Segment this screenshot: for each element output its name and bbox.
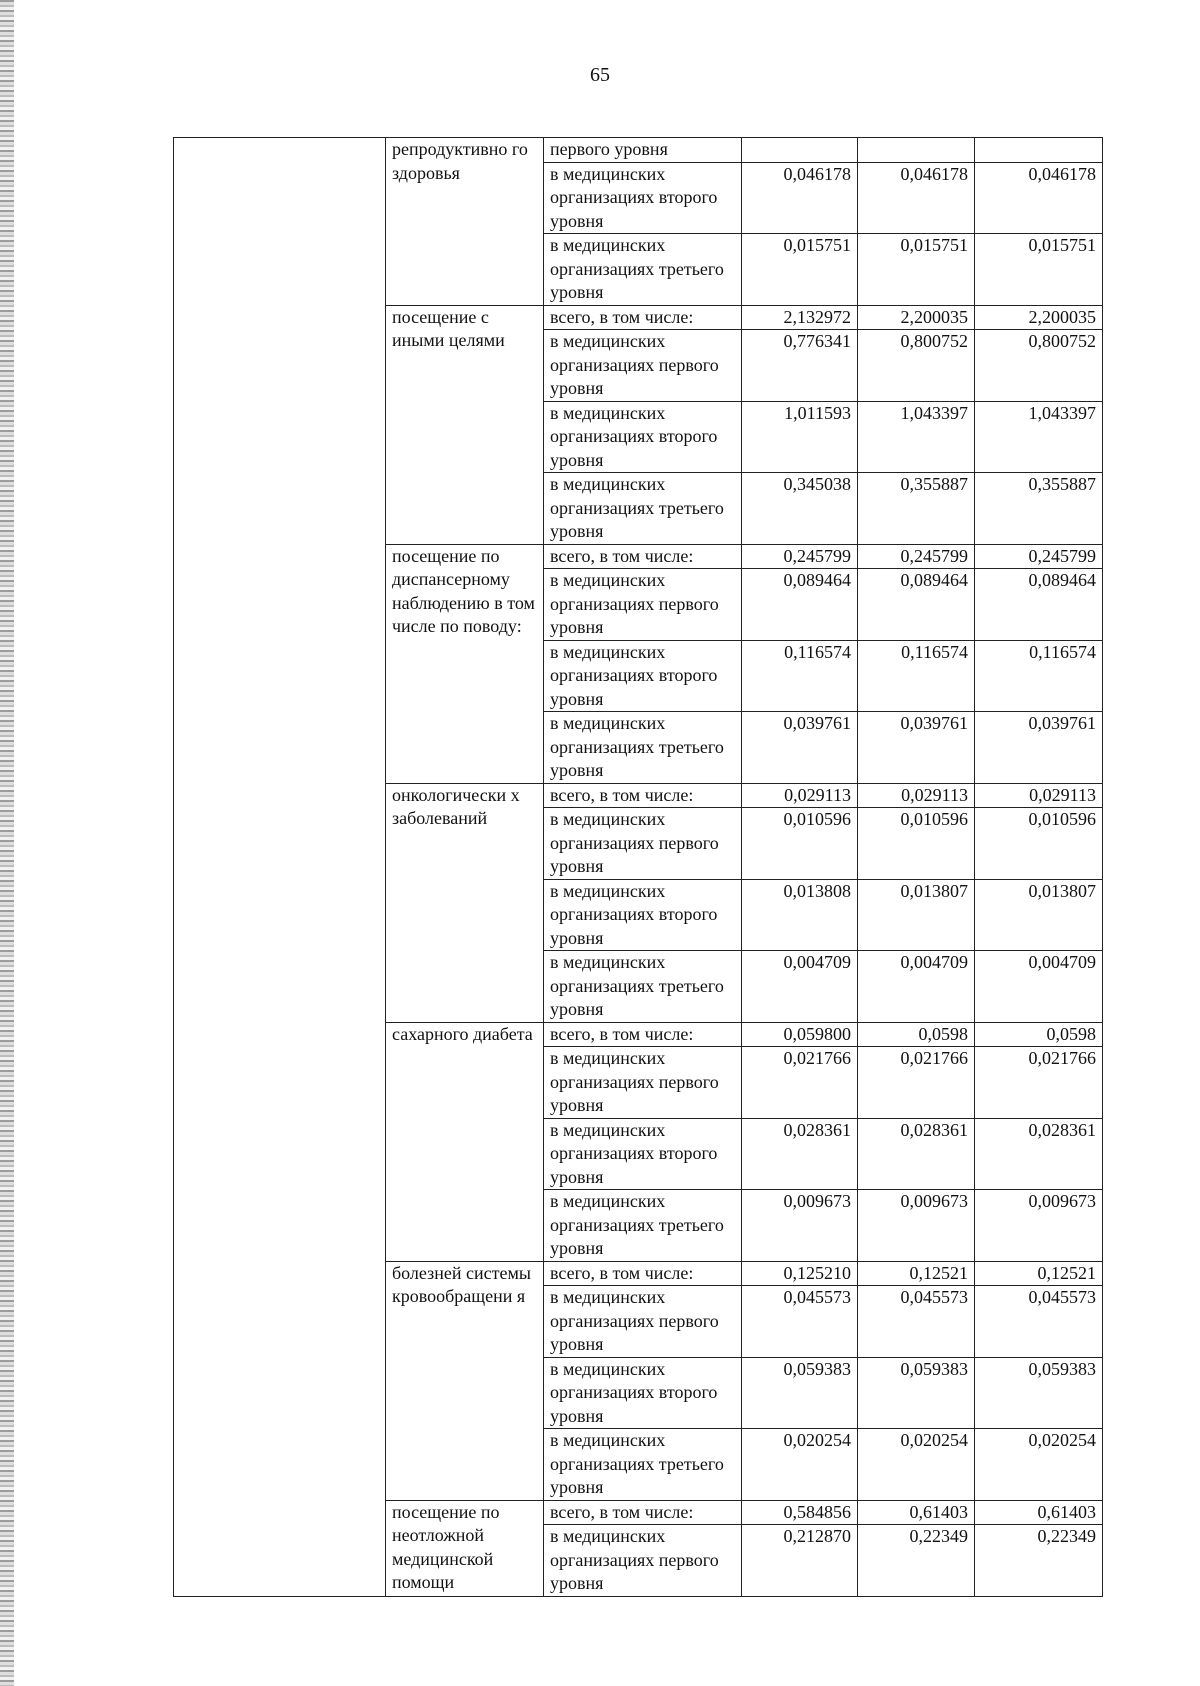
- value-cell-2: 0,045573: [858, 1286, 975, 1358]
- row-description-cell: [544, 1500, 742, 1525]
- value-cell-1: 0,039761: [742, 712, 858, 784]
- row-description-cell: [544, 544, 742, 569]
- value-cell-2: 0,010596: [858, 808, 975, 880]
- row-description-cell: [544, 879, 742, 951]
- value-cell-3: 0,059383: [975, 1357, 1103, 1429]
- value-cell-2: 0,059383: [858, 1357, 975, 1429]
- row-description-text: в медицинских организациях третьего уровня: [550, 235, 724, 302]
- row-description-cell: [544, 138, 742, 163]
- row-description-cell: [544, 1429, 742, 1501]
- document-table: [173, 137, 1103, 1597]
- row-description-text: в медицинских организациях второго уровня: [550, 1358, 718, 1426]
- empty-first-column-cell: [174, 138, 386, 1597]
- row-description-text: всего, в том числе:: [550, 784, 694, 805]
- value-cell-2: 0,020254: [858, 1429, 975, 1501]
- value-cell-2: 0,039761: [858, 712, 975, 784]
- row-description-cell: [544, 1047, 742, 1119]
- row-description-text: в медицинских организациях первого уровня: [550, 1287, 719, 1354]
- value-cell-3: 2,200035: [975, 305, 1103, 330]
- value-cell-1: 0,245799: [742, 544, 858, 569]
- value-cell-2: 0,800752: [858, 330, 975, 402]
- value-cell-3: 0,046178: [975, 162, 1103, 234]
- value-cell-1: 0,004709: [742, 951, 858, 1023]
- value-cell-1: 1,011593: [742, 401, 858, 473]
- row-description-text: в медицинских организациях третьего уровня: [550, 952, 724, 1019]
- value-cell-3: [975, 138, 1103, 163]
- value-cell-2: 0,0598: [858, 1022, 975, 1047]
- value-cell-2: 0,009673: [858, 1190, 975, 1262]
- row-description-cell: [544, 1286, 742, 1358]
- row-description-cell: [544, 951, 742, 1023]
- value-cell-1: 0,584856: [742, 1500, 858, 1525]
- value-cell-1: 0,009673: [742, 1190, 858, 1262]
- value-cell-2: [858, 138, 975, 163]
- value-cell-2: 0,046178: [858, 162, 975, 234]
- value-cell-2: 0,12521: [858, 1261, 975, 1286]
- value-cell-3: 0,0598: [975, 1022, 1103, 1047]
- value-cell-2: 0,004709: [858, 951, 975, 1023]
- row-description-text: в медицинских организациях третьего уровня: [550, 713, 724, 780]
- value-cell-3: 0,021766: [975, 1047, 1103, 1119]
- value-cell-3: 0,020254: [975, 1429, 1103, 1501]
- row-description-cell: [544, 640, 742, 712]
- row-description-text: в медицинских организациях второго уровня: [550, 641, 718, 709]
- section-label-cell: посещение по диспансерному наблюдению в том числе по поводу:: [386, 544, 544, 783]
- row-description-text: в медицинских организациях первого уровня: [550, 809, 719, 876]
- value-cell-1: 0,028361: [742, 1118, 858, 1190]
- value-cell-2: 0,028361: [858, 1118, 975, 1190]
- value-cell-2: 0,116574: [858, 640, 975, 712]
- value-cell-3: 0,12521: [975, 1261, 1103, 1286]
- value-cell-1: 0,020254: [742, 1429, 858, 1501]
- row-description-text: в медицинских организациях первого уровня: [550, 1048, 719, 1115]
- value-cell-1: [742, 138, 858, 163]
- row-description-text: первого уровня: [550, 139, 668, 159]
- value-cell-1: 0,010596: [742, 808, 858, 880]
- row-description-text: в медицинских организациях первого уровня: [550, 331, 719, 398]
- value-cell-2: 0,61403: [858, 1500, 975, 1525]
- row-description-text: всего, в том числе:: [550, 545, 694, 566]
- value-cell-3: 0,013807: [975, 879, 1103, 951]
- table-row: [174, 138, 1103, 163]
- row-description-cell: [544, 1118, 742, 1190]
- value-cell-3: 0,009673: [975, 1190, 1103, 1262]
- value-cell-3: 0,028361: [975, 1118, 1103, 1190]
- value-cell-1: 0,046178: [742, 162, 858, 234]
- value-cell-1: 0,045573: [742, 1286, 858, 1358]
- row-description-text: всего, в том числе:: [550, 1262, 694, 1283]
- value-cell-3: 0,355887: [975, 473, 1103, 545]
- value-cell-3: 1,043397: [975, 401, 1103, 473]
- section-label-cell: репродуктивно го здоровья: [386, 138, 544, 306]
- value-cell-3: 0,015751: [975, 234, 1103, 306]
- row-description-cell: [544, 234, 742, 306]
- value-cell-1: 0,021766: [742, 1047, 858, 1119]
- value-cell-1: 0,059800: [742, 1022, 858, 1047]
- value-cell-2: 1,043397: [858, 401, 975, 473]
- table-body: [174, 138, 1103, 1597]
- row-description-text: в медицинских организациях третьего уровня: [550, 474, 724, 541]
- row-description-text: в медицинских организациях первого уровня: [550, 570, 719, 637]
- value-cell-3: 0,045573: [975, 1286, 1103, 1358]
- row-description-text: в медицинских организациях второго уровня: [550, 880, 718, 948]
- value-cell-1: 0,089464: [742, 569, 858, 641]
- row-description-text: всего, в том числе:: [550, 306, 694, 327]
- value-cell-2: 0,355887: [858, 473, 975, 545]
- value-cell-3: 0,010596: [975, 808, 1103, 880]
- value-cell-2: 0,021766: [858, 1047, 975, 1119]
- value-cell-1: 0,116574: [742, 640, 858, 712]
- row-description-text: в медицинских организациях второго уровня: [550, 163, 718, 231]
- value-cell-2: 0,089464: [858, 569, 975, 641]
- scan-edge-artifact: [0, 0, 14, 1686]
- value-cell-3: 0,116574: [975, 640, 1103, 712]
- value-cell-1: 0,212870: [742, 1525, 858, 1597]
- row-description-cell: [544, 330, 742, 402]
- row-description-text: в медицинских организациях третьего уровня: [550, 1191, 724, 1258]
- row-description-cell: [544, 569, 742, 641]
- section-label-cell: посещение по неотложной медицинской помощи: [386, 1500, 544, 1596]
- value-cell-2: 0,013807: [858, 879, 975, 951]
- row-description-text: всего, в том числе:: [550, 1023, 694, 1044]
- section-label-cell: онкологически х заболеваний: [386, 783, 544, 1022]
- section-label-cell: сахарного диабета: [386, 1022, 544, 1261]
- value-cell-1: 0,015751: [742, 234, 858, 306]
- value-cell-1: 0,029113: [742, 783, 858, 808]
- row-description-cell: [544, 401, 742, 473]
- value-cell-2: 0,029113: [858, 783, 975, 808]
- value-cell-1: 0,345038: [742, 473, 858, 545]
- value-cell-1: 0,125210: [742, 1261, 858, 1286]
- row-description-cell: [544, 473, 742, 545]
- value-cell-2: 0,015751: [858, 234, 975, 306]
- value-cell-1: 0,013808: [742, 879, 858, 951]
- value-cell-1: 2,132972: [742, 305, 858, 330]
- row-description-cell: [544, 305, 742, 330]
- page-number: 65: [590, 64, 610, 86]
- section-label-cell: посещение с иными целями: [386, 305, 544, 544]
- row-description-cell: [544, 1261, 742, 1286]
- row-description-cell: [544, 808, 742, 880]
- row-description-text: всего, в том числе:: [550, 1501, 694, 1522]
- section-label-cell: болезней системы кровообращени я: [386, 1261, 544, 1500]
- row-description-cell: [544, 1190, 742, 1262]
- value-cell-1: 0,059383: [742, 1357, 858, 1429]
- row-description-text: в медицинских организациях третьего уровня: [550, 1430, 724, 1497]
- value-cell-2: 0,245799: [858, 544, 975, 569]
- value-cell-1: 0,776341: [742, 330, 858, 402]
- value-cell-3: 0,004709: [975, 951, 1103, 1023]
- value-cell-3: 0,089464: [975, 569, 1103, 641]
- row-description-cell: [544, 783, 742, 808]
- row-description-cell: [544, 162, 742, 234]
- row-description-cell: [544, 1022, 742, 1047]
- value-cell-3: 0,61403: [975, 1500, 1103, 1525]
- value-cell-2: 2,200035: [858, 305, 975, 330]
- row-description-text: в медицинских организациях второго уровня: [550, 1119, 718, 1187]
- row-description-text: в медицинских организациях второго уровня: [550, 402, 718, 470]
- value-cell-3: 0,800752: [975, 330, 1103, 402]
- value-cell-3: 0,039761: [975, 712, 1103, 784]
- row-description-text: в медицинских организациях первого уровня: [550, 1526, 719, 1593]
- row-description-cell: [544, 712, 742, 784]
- value-cell-2: 0,22349: [858, 1525, 975, 1597]
- value-cell-3: 0,029113: [975, 783, 1103, 808]
- row-description-cell: [544, 1525, 742, 1597]
- value-cell-3: 0,245799: [975, 544, 1103, 569]
- row-description-cell: [544, 1357, 742, 1429]
- value-cell-3: 0,22349: [975, 1525, 1103, 1597]
